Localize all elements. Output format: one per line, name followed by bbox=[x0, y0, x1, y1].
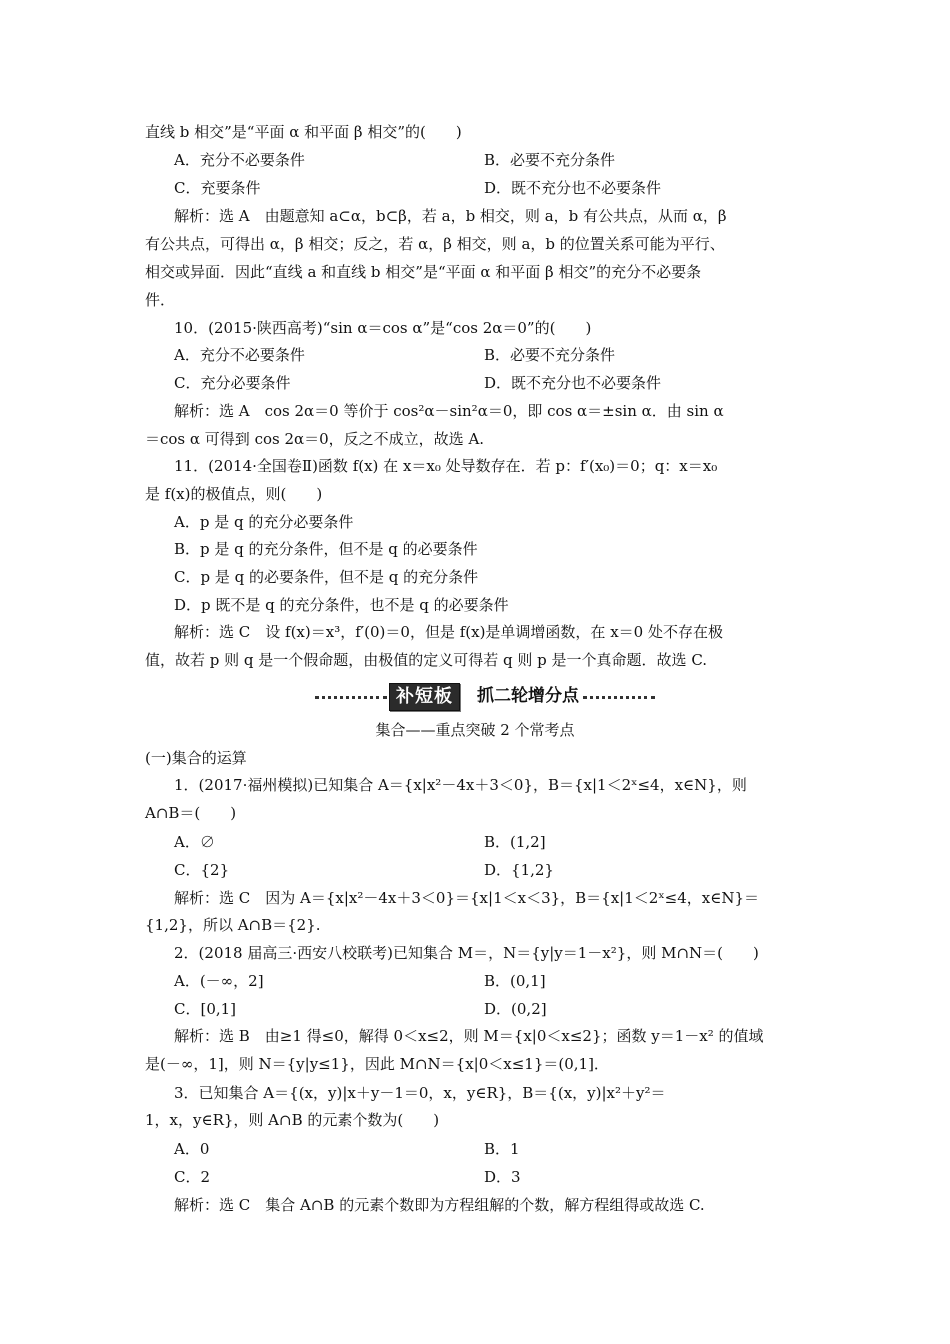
option-d: D．(0,2] bbox=[484, 1000, 547, 1018]
dotted-divider-left bbox=[315, 696, 387, 699]
analysis-line: ＝cos α 可得到 cos 2α＝0，反之不成立，故选 A. bbox=[145, 430, 485, 448]
question-11: 11．(2014·全国卷Ⅱ)函数 f(x) 在 x＝x₀ 处导数存在．若 p：f′(x₀)＝0；q：x＝x₀ bbox=[174, 457, 718, 475]
option-b: B．(1,2] bbox=[484, 833, 546, 851]
option-c: C．充分必要条件 bbox=[174, 374, 291, 392]
analysis-line: {1,2}，所以 A∩B＝{2}. bbox=[145, 916, 321, 934]
dotted-divider-right bbox=[583, 696, 655, 699]
option-b: B．p 是 q 的充分条件，但不是 q 的必要条件 bbox=[174, 540, 478, 558]
analysis-line: 解析：选 B 由≥1 得≤0，解得 0＜x≤2，则 M＝{x|0＜x≤2}；函数 y＝1－x² 的值域 bbox=[174, 1027, 764, 1045]
option-c: C．[0,1] bbox=[174, 1000, 237, 1018]
option-a: A．充分不必要条件 bbox=[174, 151, 305, 169]
analysis-line: 解析：选 A 由题意知 a⊂α，b⊂β，若 a，b 相交，则 a，b 有公共点，从而 α，β bbox=[174, 207, 727, 225]
analysis-line: 相交或异面．因此“直线 a 和直线 b 相交”是“平面 α 和平面 β 相交”的充分不必要条 bbox=[145, 263, 702, 281]
option-d: D．{1,2} bbox=[484, 861, 554, 879]
option-b: B．必要不充分条件 bbox=[484, 346, 616, 364]
option-c: C．2 bbox=[174, 1168, 211, 1186]
subsection-heading: (一)集合的运算 bbox=[145, 749, 247, 767]
section-banner bbox=[315, 683, 655, 711]
option-d: D．既不充分也不必要条件 bbox=[484, 374, 662, 392]
question-1-cont: A∩B＝( ) bbox=[145, 804, 237, 822]
option-d: D．p 既不是 q 的充分条件，也不是 q 的必要条件 bbox=[174, 596, 509, 614]
analysis-line: 解析：选 A cos 2α＝0 等价于 cos²α－sin²α＝0，即 cos α＝±sin α．由 sin α bbox=[174, 402, 724, 420]
question-10: 10．(2015·陕西高考)“sin α＝cos α”是“cos 2α＝0”的( ) bbox=[174, 319, 592, 337]
option-a: A．p 是 q 的充分必要条件 bbox=[174, 513, 354, 531]
analysis-line: 解析：选 C 设 f(x)＝x³，f′(0)＝0，但是 f(x)是单调增函数，在 x＝0 处不存在极 bbox=[174, 623, 723, 641]
analysis-line: 件． bbox=[145, 291, 176, 309]
banner-tag: 补短板 bbox=[389, 683, 460, 711]
option-b: B．必要不充分条件 bbox=[484, 151, 616, 169]
option-b: B．1 bbox=[484, 1140, 520, 1158]
option-c: C．p 是 q 的必要条件，但不是 q 的充分条件 bbox=[174, 568, 479, 586]
analysis-line: 有公共点，可得出 α，β 相交；反之，若 α，β 相交，则 a，b 的位置关系可能为平行、 bbox=[145, 235, 725, 253]
option-d: D．既不充分也不必要条件 bbox=[484, 179, 662, 197]
question-11-cont: 是 f(x)的极值点，则( ) bbox=[145, 485, 323, 503]
question-1: 1．(2017·福州模拟)已知集合 A＝{x|x²－4x＋3＜0}，B＝{x|1＜2ˣ≤4，x∈N}，则 bbox=[174, 776, 747, 794]
option-b: B．(0,1] bbox=[484, 972, 546, 990]
option-a: A．∅ bbox=[174, 833, 215, 851]
option-c: C．{2} bbox=[174, 861, 230, 879]
option-d: D．3 bbox=[484, 1168, 521, 1186]
analysis-line: 值，故若 p 则 q 是一个假命题，由极值的定义可得若 q 则 p 是一个真命题．故选 C. bbox=[145, 651, 708, 669]
question-2: 2．(2018 届高三·西安八校联考)已知集合 M＝，N＝{y|y＝1－x²}，则 M∩N＝( ) bbox=[174, 944, 759, 962]
section-title: 集合——重点突破 2 个常考点 bbox=[375, 721, 575, 739]
analysis-line: 解析：选 C 因为 A＝{x|x²－4x＋3＜0}＝{x|1＜x＜3}，B＝{x|1＜2ˣ≤4，x∈N}＝ bbox=[174, 889, 760, 907]
option-c: C．充要条件 bbox=[174, 179, 261, 197]
analysis-line: 是(－∞，1]，则 N＝{y|y≤1}，因此 M∩N＝{x|0＜x≤1}＝(0,1]． bbox=[145, 1055, 609, 1073]
question-3-cont: 1，x，y∈R}，则 A∩B 的元素个数为( ) bbox=[145, 1111, 440, 1129]
question-3: 3．已知集合 A＝{(x，y)|x＋y－1＝0，x，y∈R}，B＝{(x，y)|x²＋y²＝ bbox=[174, 1084, 666, 1102]
option-a: A．0 bbox=[174, 1140, 210, 1158]
option-a: A．(－∞，2] bbox=[174, 972, 264, 990]
text-line: 直线 b 相交”是“平面 α 和平面 β 相交”的( ) bbox=[145, 123, 462, 141]
banner-text: 抓二轮增分点 bbox=[477, 686, 579, 706]
option-a: A．充分不必要条件 bbox=[174, 346, 305, 364]
analysis-line: 解析：选 C 集合 A∩B 的元素个数即为方程组解的个数，解方程组得或故选 C. bbox=[174, 1196, 705, 1214]
